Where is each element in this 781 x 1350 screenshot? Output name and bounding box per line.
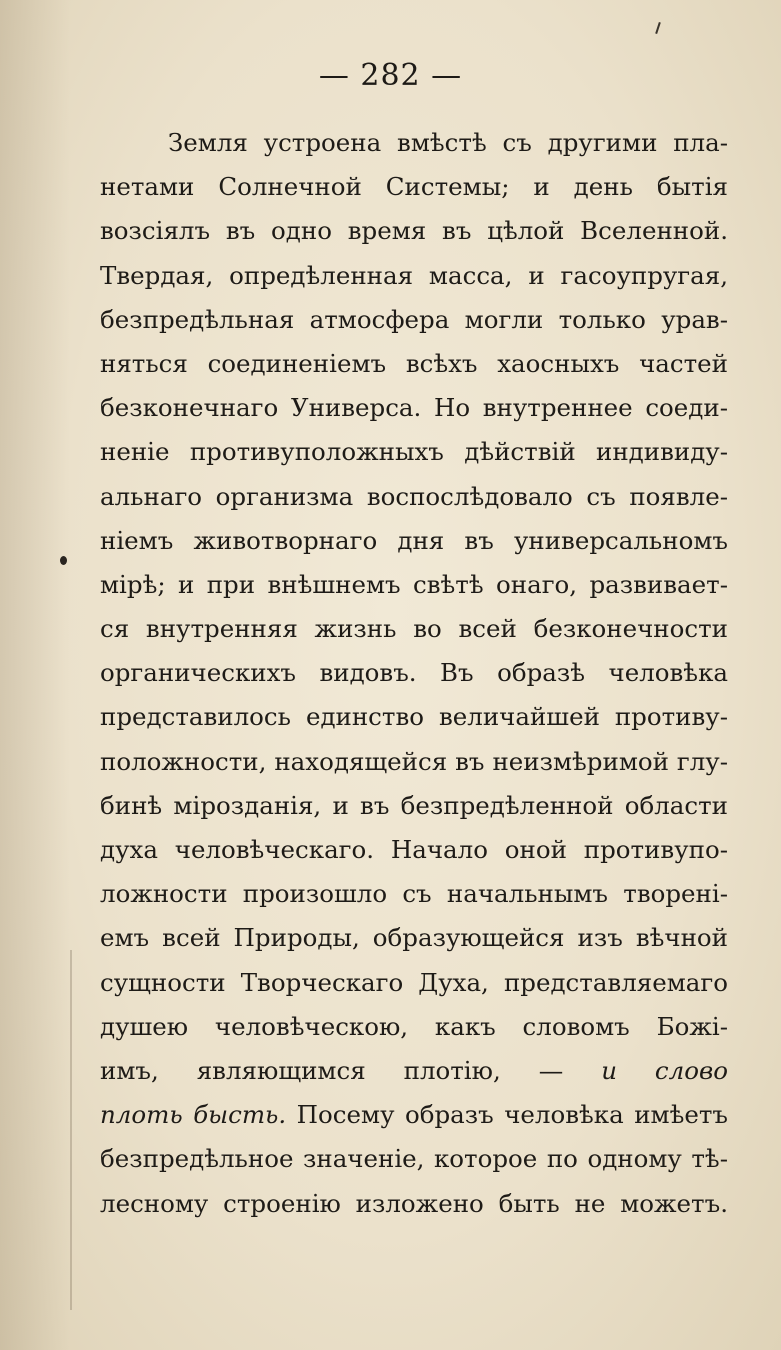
text-line-with-italic [100, 1093, 728, 1137]
binding-shadow [0, 0, 70, 1350]
text-line: органическихъ видовъ. Въ образѣ человѣка [100, 658, 728, 688]
text-line: возсіялъ въ одно время въ цѣлой Вселенной. [100, 216, 728, 246]
ink-dot [60, 556, 67, 565]
ink-mark [655, 22, 661, 34]
text-line: ложности произошло съ начальнымъ творені- [100, 879, 728, 909]
page-number: — 282 — [318, 58, 463, 93]
text-line: альнаго организма воспослѣдовало съ появле- [100, 481, 728, 511]
text-line: нетами Солнечной Системы; и день бытія [100, 172, 728, 202]
text-line: безпредѣльное значеніе, которое по одному тѣ- [100, 1144, 728, 1174]
text-line: бинѣ мірозданія, и въ безпредѣленной области [100, 790, 728, 820]
text-line: Земля устроена вмѣстѣ съ другими пла- [168, 128, 728, 157]
italic-span: и слово [601, 1055, 728, 1085]
text-line: ся внутренняя жизнь во всей безконечности [100, 614, 728, 644]
page-edge-line [70, 950, 72, 1310]
text-line-with-italic [100, 1049, 728, 1093]
text-line: сущности Творческаго Духа, представляемаго [100, 967, 728, 997]
text-line: безпредѣльная атмосфера могли только урав- [100, 304, 728, 334]
text-line: представилось единство величайшей противу- [100, 702, 728, 732]
body-text [100, 121, 728, 1226]
text-line: духа человѣческаго. Начало оной противупо- [100, 835, 728, 864]
text-line: няться соединеніемъ всѣхъ хаосныхъ частей [100, 348, 728, 378]
text-line: емъ всей Природы, образующейся изъ вѣчной [100, 923, 728, 953]
text-line: мірѣ; и при внѣшнемъ свѣтѣ онаго, развивает- [100, 569, 728, 599]
text-line: положности, находящейся въ неизмѣримой глу- [100, 746, 728, 776]
text-span: Посему образъ человѣка имѣетъ [286, 1100, 728, 1130]
text-line: неніе противуположныхъ дѣйствій индивиду- [100, 437, 728, 467]
italic-span: плоть бысть. [100, 1100, 287, 1130]
text-line: безконечнаго Универса. Но внутреннее соеди- [100, 393, 728, 423]
text-span: имъ, являющимся плотію, — [100, 1055, 564, 1085]
text-line: душею человѣческою, какъ словомъ Божі- [100, 1011, 728, 1041]
text-line: ніемъ животворнаго дня въ универсальномъ [100, 525, 728, 555]
text-line: лесному строенію изложено быть не можетъ. [100, 1188, 728, 1218]
text-line: Твердая, опредѣленная масса, и гасоупругая, [100, 260, 728, 290]
